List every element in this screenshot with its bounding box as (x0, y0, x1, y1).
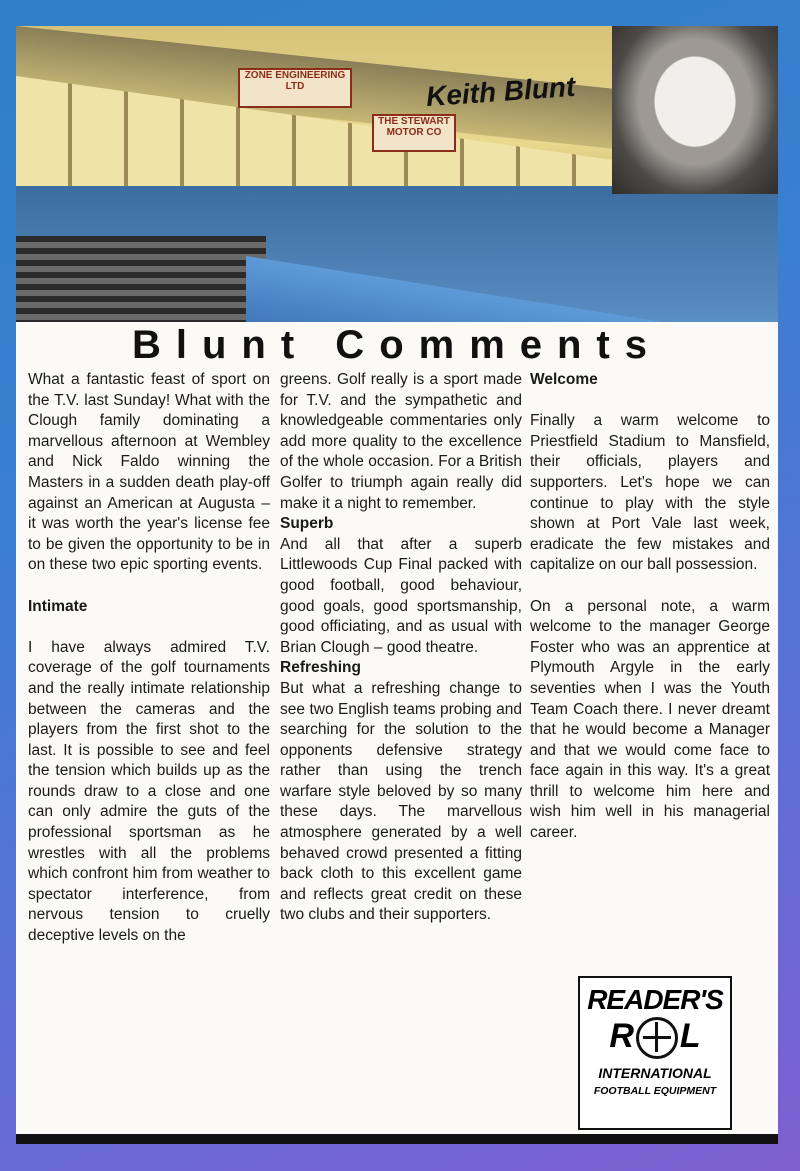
subheading-superb: Superb (280, 515, 334, 533)
paragraph: On a personal note, a warm welcome to the manager George Foster who was an apprentice at Plymouth Argyle in the early seventies when I was the Youth Team Coach there. I never dreamt that he would become a Manager and that we would come face to face again in this way. It's a great thrill to welcome him here and wish him well in his managerial career. (530, 597, 770, 842)
logo-letter-r: R (609, 1017, 634, 1055)
logo-line-3: INTERNATIONAL (598, 1065, 712, 1082)
stand-sign-zone: ZONE ENGINEERING LTD (238, 68, 352, 108)
stand-sign-stewart: THE STEWART MOTOR CO (372, 114, 456, 152)
logo-line-2 (580, 1016, 730, 1059)
page-panel (16, 26, 778, 1134)
logo-line-1: READER'S (587, 984, 723, 1015)
paragraph: I have always admired T.V. coverage of the golf tournaments and the really intimate relationship between the cameras and the players from the first shot to the last. It is possible to see and feel the tension which builds up as the rounds draw to a close and one can only admire the guts of the professional sportsman as he wrestles with all the problems which confront him from weather to spectator interference, from nervous tension to cruelly deceptive levels on the (28, 638, 270, 945)
article-column-1 (28, 370, 270, 947)
paragraph: Finally a warm welcome to Priestfield Stadium to Mansfield, their officials, players and supporters. Let's hope we can continue to play with the style shown at Port Vale last week, eradicate the few mistakes and capitalize on our ball possession. (530, 412, 770, 574)
readers-real-logo (578, 976, 732, 1130)
logo-line-4: FOOTBALL EQUIPMENT (593, 1085, 717, 1098)
ball-icon (636, 1017, 678, 1059)
author-portrait (612, 26, 778, 194)
page-title: Blunt Comments (132, 323, 662, 367)
bottom-rule (16, 1134, 778, 1144)
logo-letter-l: L (679, 1017, 701, 1055)
paragraph: What a fantastic feast of sport on the T.V. last Sunday! What with the Clough family dominating a marvellous afternoon at Wembley and Nick Faldo winning the Masters in a sudden death play-off against an American at Augusta – it was worth the year's license fee to be given the opportunity to be in on these two epic sporting events. (28, 371, 270, 574)
subheading-welcome: Welcome (530, 371, 598, 388)
article-column-2 (280, 370, 522, 926)
stand-seats (16, 236, 266, 322)
subheading-refreshing: Refreshing (280, 659, 361, 677)
paragraph: But what a refreshing change to see two English teams probing and searching for the solution to the opponents defensive strategy rather than using the trench warfare style beloved by so many these days. The marvellous atmosphere generated by a well behaved crowd presented a fitting back cloth to this excellent game and reflects great credit on these two clubs and their supporters. (280, 679, 522, 924)
stadium-photo (16, 26, 778, 322)
paragraph: And all that after a superb Littlewoods Cup Final packed with good football, good behaviour, good goals, good sportsmanship, good officiating, and as usual with Brian Clough – good theatre. (280, 535, 522, 656)
article-column-3 (530, 370, 770, 844)
subheading-intimate: Intimate (28, 597, 88, 615)
author-name: Keith Blunt (425, 70, 577, 113)
paragraph: greens. Golf really is a sport made for T.V. and the sympathetic and knowledgeable commentaries only add more quality to the excellence of the whole occasion. For a British Golfer to triumph again really did make it a night to remember. (280, 371, 522, 512)
